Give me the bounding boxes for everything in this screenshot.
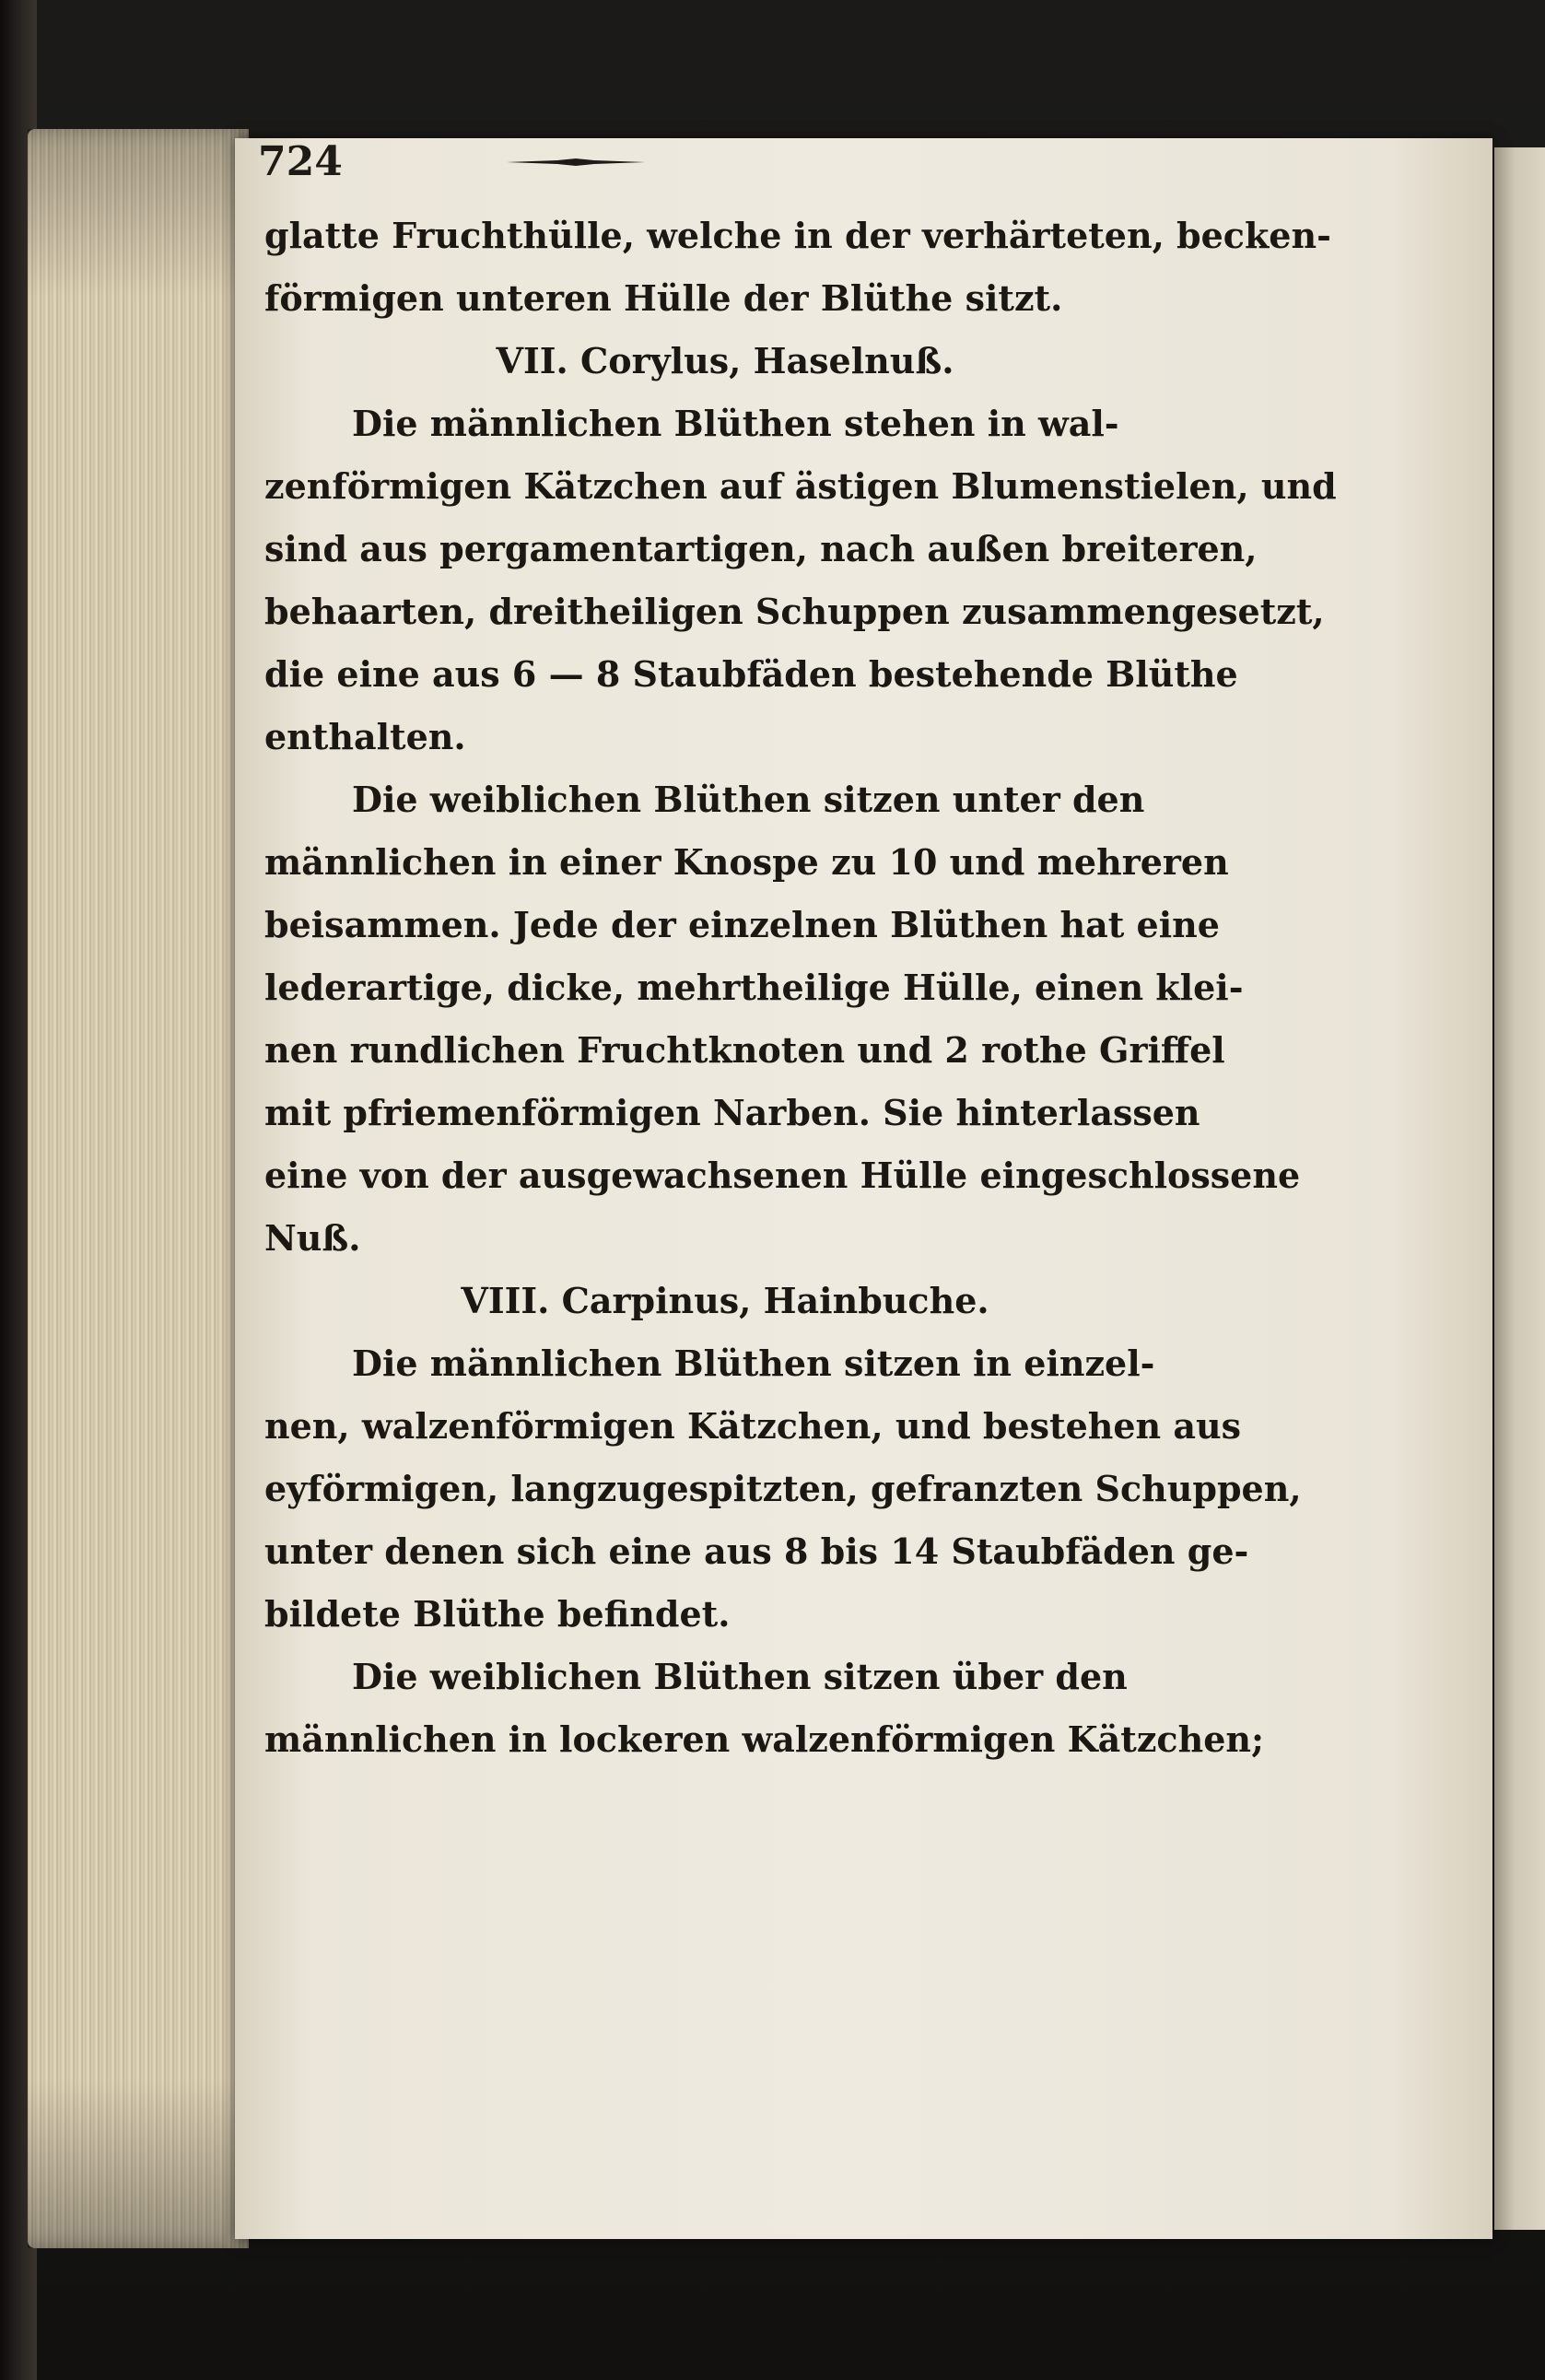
page-edges — [28, 129, 249, 2248]
text-line: männlichen in einer Knospe zu 10 und mehreren — [264, 841, 1229, 883]
text-line: eyförmigen, langzugespitzten, gefranzten Schuppen, — [264, 1468, 1302, 1509]
text-line: nen rundlichen Fruchtknoten und 2 rothe Griffel — [264, 1029, 1225, 1071]
text-line: sind aus pergamentartigen, nach außen breiteren, — [264, 528, 1258, 569]
page-header — [258, 138, 1013, 193]
text-line: mit pfriemenförmigen Narben. Sie hinterlassen — [264, 1092, 1200, 1133]
section-heading: VII. Corylus, Haselnuß. — [496, 340, 954, 381]
text-line: zenförmigen Kätzchen auf ästigen Blumenstielen, und — [264, 465, 1337, 507]
text-line: Die weiblichen Blüthen sitzen unter den — [352, 779, 1145, 820]
page-number: 724 — [258, 138, 343, 185]
text-line: Die männlichen Blüthen sitzen in einzel- — [352, 1342, 1155, 1384]
text-line: beisammen. Jede der einzelnen Blüthen hat eine — [264, 904, 1220, 945]
text-line: Nuß. — [264, 1217, 361, 1259]
text-line: eine von der ausgewachsenen Hülle eingeschlossene — [264, 1155, 1301, 1196]
text-line: Die weiblichen Blüthen sitzen über den — [352, 1656, 1128, 1697]
text-line: lederartige, dicke, mehrtheilige Hülle, einen klei- — [264, 967, 1244, 1008]
text-line: glatte Fruchthülle, welche in der verhärteten, becken- — [264, 215, 1331, 256]
text-line: unter denen sich eine aus 8 bis 14 Staubfäden ge- — [264, 1530, 1249, 1572]
text-line: männlichen in lockeren walzenförmigen Kätzchen; — [264, 1718, 1265, 1760]
text-line: nen, walzenförmigen Kätzchen, und bestehen aus — [264, 1405, 1242, 1447]
section-heading: VIII. Carpinus, Hainbuche. — [461, 1280, 989, 1321]
adjacent-page — [1494, 147, 1545, 2230]
header-ornament — [507, 158, 645, 166]
text-line: enthalten. — [264, 716, 466, 757]
text-line: förmigen unteren Hülle der Blüthe sitzt. — [264, 277, 1063, 319]
text-line: bildete Blüthe befindet. — [264, 1593, 731, 1635]
text-line: die eine aus 6 — 8 Staubfäden bestehende Blüthe — [264, 653, 1238, 695]
text-line: behaarten, dreitheiligen Schuppen zusammengesetzt, — [264, 591, 1325, 632]
text-line: Die männlichen Blüthen stehen in wal- — [352, 403, 1119, 444]
